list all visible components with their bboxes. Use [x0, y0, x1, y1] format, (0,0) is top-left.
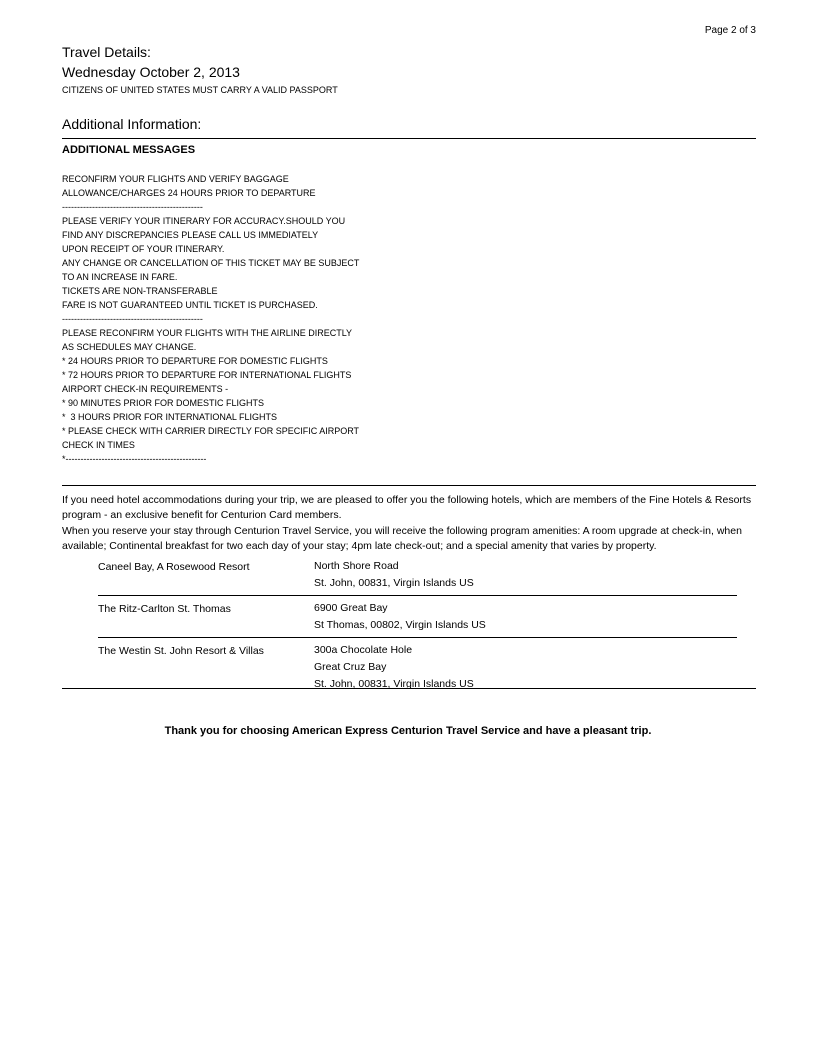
- address-line: St. John, 00831, Virgin Islands US: [314, 577, 474, 589]
- address-line: North Shore Road: [314, 560, 399, 572]
- message-line: FIND ANY DISCREPANCIES PLEASE CALL US IMMEDIATELY: [62, 230, 319, 240]
- travel-date: Wednesday October 2, 2013: [62, 64, 240, 80]
- hotel-list: [98, 558, 737, 700]
- message-line: ALLOWANCE/CHARGES 24 HOURS PRIOR TO DEPARTURE: [62, 188, 316, 198]
- message-line: * PLEASE CHECK WITH CARRIER DIRECTLY FOR SPECIFIC AIRPORT: [62, 426, 360, 436]
- address-line: St. John, 00831, Virgin Islands US: [314, 678, 474, 690]
- hotel-row: [98, 600, 737, 638]
- hotel-row: [98, 558, 737, 596]
- hotel-address: [314, 558, 737, 592]
- address-line: 6900 Great Bay: [314, 602, 388, 614]
- message-line: AS SCHEDULES MAY CHANGE.: [62, 342, 197, 352]
- hotel-name: The Westin St. John Resort & Villas: [98, 645, 264, 657]
- address-line: 300a Chocolate Hole: [314, 644, 413, 656]
- address-line: Great Cruz Bay: [314, 661, 387, 673]
- message-line: PLEASE VERIFY YOUR ITINERARY FOR ACCURACY.SHOULD YOU: [62, 216, 346, 226]
- closing-message: Thank you for choosing American Express Centurion Travel Service and have a pleasant trip.: [164, 725, 652, 737]
- section-divider: [62, 688, 756, 689]
- hotel-intro: [62, 493, 756, 554]
- travel-details-title: Travel Details:: [62, 44, 151, 60]
- hotel-address: [314, 642, 737, 693]
- message-line: FARE IS NOT GUARANTEED UNTIL TICKET IS PURCHASED.: [62, 300, 318, 310]
- hotel-address: [314, 600, 737, 634]
- message-line: RECONFIRM YOUR FLIGHTS AND VERIFY BAGGAGE: [62, 174, 289, 184]
- message-line: * 72 HOURS PRIOR TO DEPARTURE FOR INTERNATIONAL FLIGHTS: [62, 370, 352, 380]
- section-divider: [62, 485, 756, 486]
- message-separator: *-----------------------------------------------: [62, 454, 207, 464]
- message-line: AIRPORT CHECK-IN REQUIREMENTS -: [62, 384, 229, 394]
- amenities-text: When you reserve your stay through Centurion Travel Service, you will receive the following program amenities: A room upgrade at check-in, when available; Continental breakfast for two each day of your stay; 4pm late check-out; and a special amenity that varies by property.: [62, 524, 742, 552]
- message-separator: -----------------------------------------------: [62, 314, 203, 324]
- section-divider: [62, 138, 756, 139]
- message-line: UPON RECEIPT OF YOUR ITINERARY.: [62, 244, 225, 254]
- address-line: St Thomas, 00802, Virgin Islands US: [314, 619, 486, 631]
- message-line: * 3 HOURS PRIOR FOR INTERNATIONAL FLIGHTS: [62, 412, 278, 422]
- page-number: Page 2 of 3: [704, 25, 756, 36]
- hotel-intro-text: If you need hotel accommodations during your trip, we are pleased to offer you the following hotels, which are members of the Fine Hotels & Resorts program - an exclusive benefit for Centurion Card members.: [62, 494, 752, 522]
- passport-note: CITIZENS OF UNITED STATES MUST CARRY A VALID PASSPORT: [62, 85, 338, 95]
- message-line: PLEASE RECONFIRM YOUR FLIGHTS WITH THE AIRLINE DIRECTLY: [62, 328, 353, 338]
- message-line: * 90 MINUTES PRIOR FOR DOMESTIC FLIGHTS: [62, 398, 265, 408]
- additional-messages-list: [62, 172, 359, 466]
- message-line: CHECK IN TIMES: [62, 440, 135, 450]
- additional-messages-heading: ADDITIONAL MESSAGES: [62, 144, 196, 156]
- message-line: * 24 HOURS PRIOR TO DEPARTURE FOR DOMESTIC FLIGHTS: [62, 356, 328, 366]
- message-line: ANY CHANGE OR CANCELLATION OF THIS TICKET MAY BE SUBJECT: [62, 258, 360, 268]
- message-line: TICKETS ARE NON-TRANSFERABLE: [62, 286, 218, 296]
- additional-info-title: Additional Information:: [62, 116, 202, 132]
- hotel-name: Caneel Bay, A Rosewood Resort: [98, 561, 250, 573]
- message-separator: -----------------------------------------------: [62, 202, 203, 212]
- hotel-name: The Ritz-Carlton St. Thomas: [98, 603, 231, 615]
- message-line: TO AN INCREASE IN FARE.: [62, 272, 178, 282]
